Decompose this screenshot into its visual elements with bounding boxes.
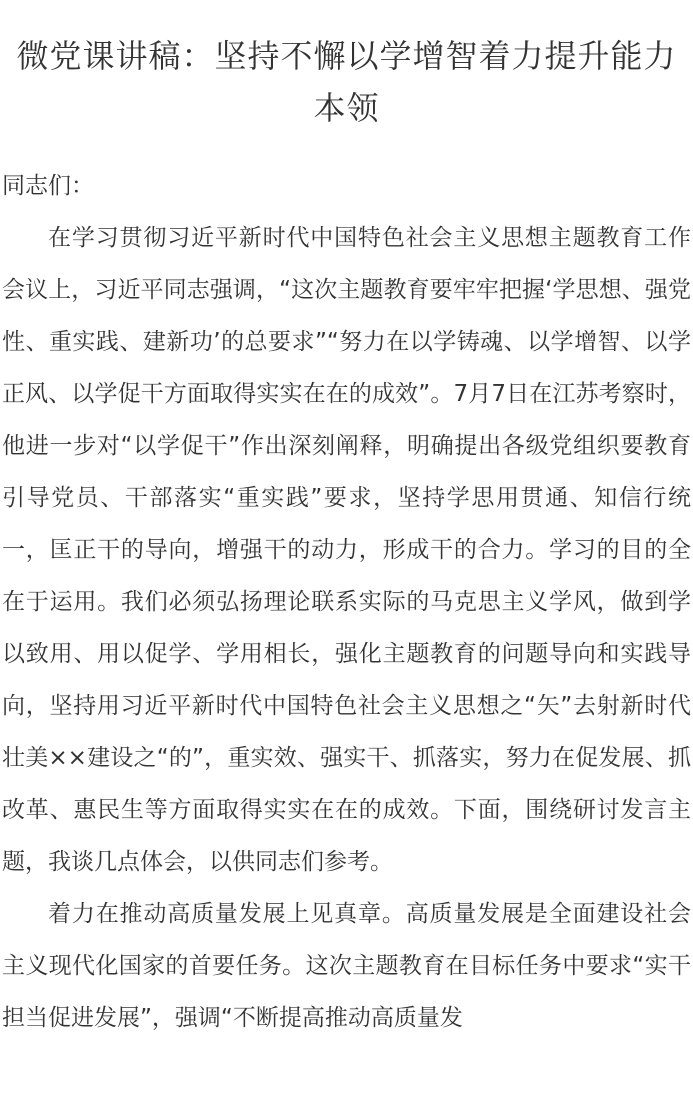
paragraph-2: 着力在推动高质量发展上见真章。高质量发展是全面建设社会主义现代化国家的首要任务。这次主题教育在目标任务中要求“实干担当促进发展”，强调“不断提高推动高质量发 [2,901,691,1031]
article-title: 微党课讲稿：坚持不懈以学增智着力提升能力本领 [16,37,677,127]
salutation: 同志们： [2,173,94,199]
title-spacer [2,134,691,160]
paragraph-1: 在学习贯彻习近平新时代中国特色社会主义思想主题教育工作会议上，习近平同志强调，“这次主题教育要牢牢把握‘学思想、强党性、重实践、建新功’的总要求”“努力在以学铸魂、以学增智、以学正风、以学促干方面取得实实在在的成效”。7月7日在江苏考察时，他进一步对“以学促干”作出深刻阐释，明确提出各级党组织要教育引导党员、干部落实“重实践”要求，坚持学思用贯通、知信行统一，匡正干的导向，增强干的动力，形成干的合力。学习的目的全在于运用。我们必须弘扬理论联系实际的马克思主义学风，做到学以致用、用以促学、学用相长，强化主题教育的问题导向和实践导向，坚持用习近平新时代中国特色社会主义思想之“矢”去射新时代壮美××建设之“的”，重实效、强实干、抓落实，努力在促发展、抓改革、惠民生等方面取得实实在在的成效。下面，围绕研讨发言主题，我谈几点体会，以供同志们参考。 [2,225,691,875]
